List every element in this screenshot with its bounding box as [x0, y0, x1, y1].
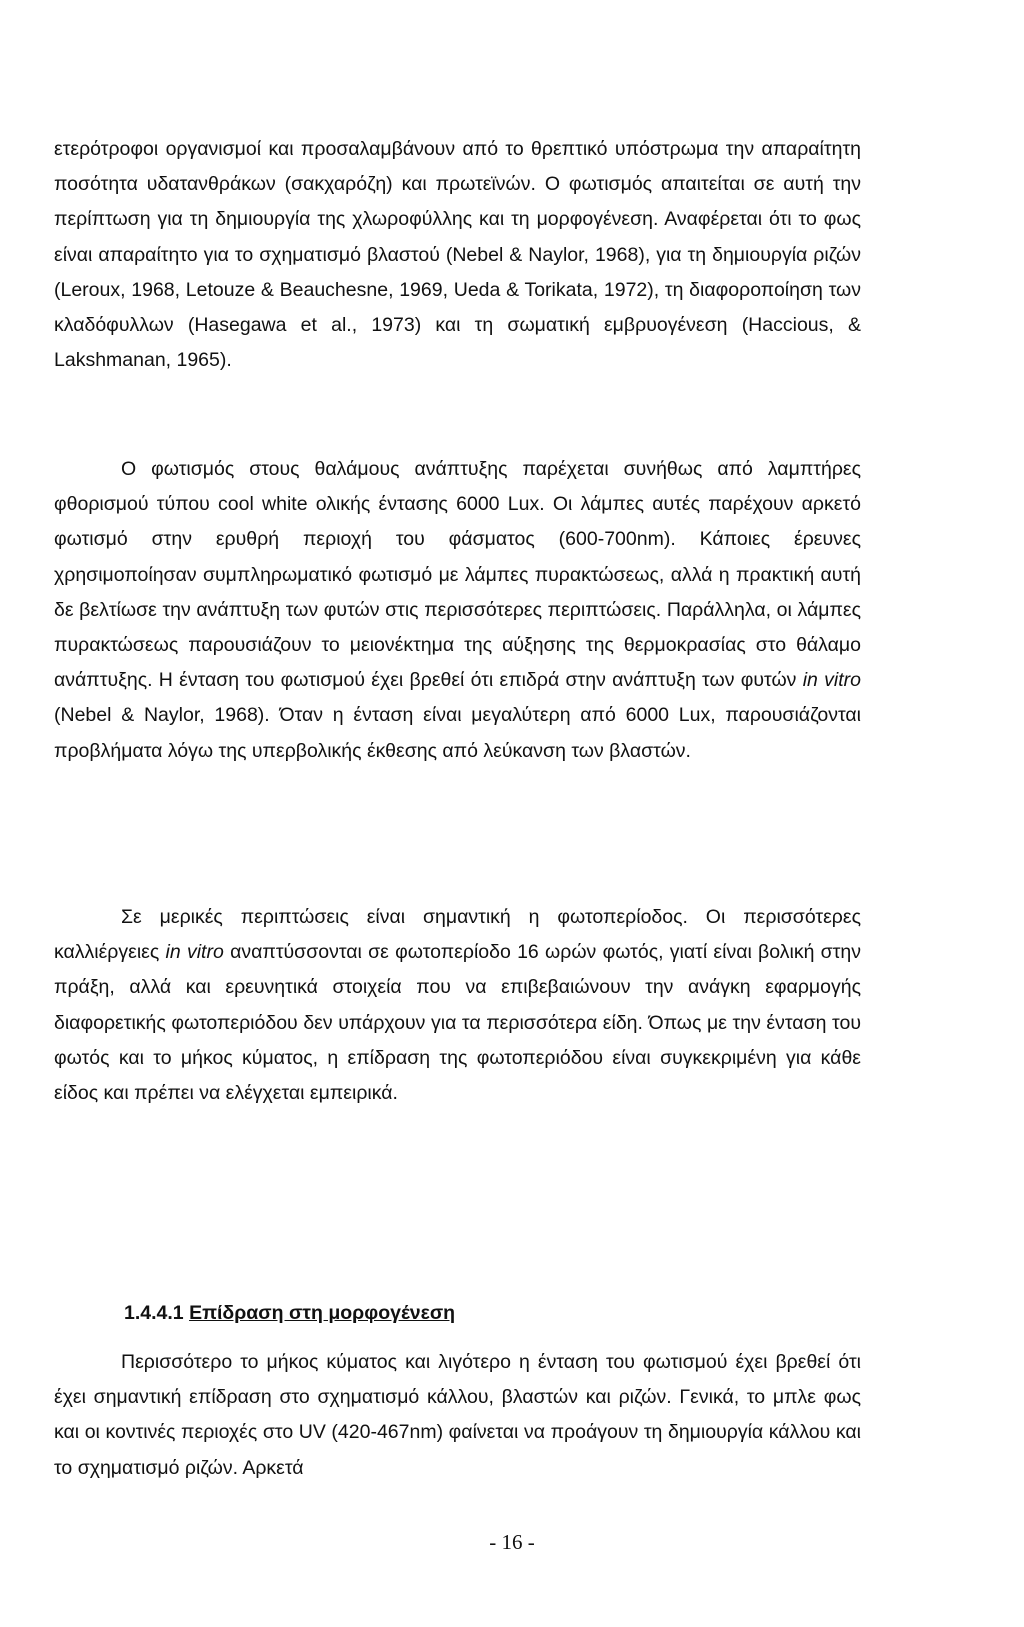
- page-number: - 16 -: [489, 1530, 535, 1554]
- section-title: Επίδραση στη μορφογένεση: [189, 1302, 456, 1324]
- paragraph-text: αναπτύσσονται σε φωτοπερίοδο 16 ωρών φωτός, γιατί είναι βολική στην πράξη, αλλά και ερευνητικά στοιχεία που να επιβεβαιώνουν την ανάγκη εφαρμογής διαφορετικής φωτοπεριόδου δεν υπάρχουν για τα περισσότερα είδη. Όπως με την ένταση του φωτός και το μήκος κύματος, η επίδραση της φωτοπεριόδου είναι συγκεκριμένη για κάθε είδος και πρέπει να ελέγχεται εμπειρικά.: [54, 941, 862, 1105]
- italic-term: in vitro: [165, 941, 224, 964]
- section-number: 1.4.4.1: [124, 1302, 184, 1324]
- paragraph-light-requirements: [54, 132, 861, 378]
- paragraph-wavelength: [54, 1345, 861, 1486]
- paragraph-text: Ο φωτισμός στους θαλάμους ανάπτυξης παρέχεται συνήθως από λαμπτήρες φθορισμού τύπου cool white ολικής έντασης 6000 Lux. Οι λάμπες αυτές παρέχουν αρκετό φωτισμό στην ερυθρή περιοχή του φάσματος (600-700nm). Κάποιες έρευνες χρησιμοποίησαν συμπληρωματικό φωτισμό με λάμπες πυρακτώσεως, αλλά η πρακτική αυτή δε βελτίωσε την ανάπτυξη των φυτών στις περισσότερες περιπτώσεις. Παράλληλα, οι λάμπες πυρακτώσεως παρουσιάζουν το μειονέκτημα της αύξησης της θερμοκρασίας στο θάλαμο ανάπτυξης. Η ένταση του φωτισμού έχει βρεθεί ότι επιδρά στην ανάπτυξη των φυτών: [54, 458, 861, 692]
- paragraph-lighting-chambers: [54, 452, 861, 769]
- paragraph-text: Περισσότερο το μήκος κύματος και λιγότερο η ένταση του φωτισμού έχει βρεθεί ότι έχει σημαντική επίδραση στο σχηματισμό κάλλου, βλαστών και ριζών. Γενικά, το μπλε φως και οι κοντινές περιοχές στο UV (420-467nm) φαίνεται να προάγουν τη δημιουργία κάλλου και το σχηματισμό ριζών. Αρκετά: [54, 1351, 861, 1479]
- paragraph-text: ετερότροφοι οργανισμοί και προσαλαμβάνουν από το θρεπτικό υπόστρωμα την απαραίτητη ποσότητα υδατανθράκων (σακχαρόζη) και πρωτεϊνών. Ο φωτισμός απαιτείται σε αυτή την περίπτωση για τη δημιουργία της χλωροφύλλης και τη μορφογένεση. Αναφέρεται ότι το φως είναι απαραίτητο για το σχηματισμό βλαστού (Nebel & Naylor, 1968), για τη δημιουργία ριζών (Leroux, 1968, Letouze & Beauchesne, 1969, Ueda & Torikata, 1972), τη διαφοροποίηση των κλαδόφυλλων (Hasegawa et al., 1973) και τη σωματική εμβρυογένεση (Haccious, & Lakshmanan, 1965).: [54, 138, 861, 372]
- italic-term: in vitro: [802, 669, 861, 692]
- paragraph-text: Σε μερικές περιπτώσεις είναι σημαντική η φωτοπερίοδος. Οι περισσότερες καλλιέργειες: [54, 906, 861, 964]
- section-heading: [124, 1298, 455, 1328]
- paragraph-text: (Nebel & Naylor, 1968). Όταν η ένταση είναι μεγαλύτερη από 6000 Lux, παρουσιάζονται προβλήματα λόγω της υπερβολικής έκθεσης από λεύκανση των βλαστών.: [54, 704, 861, 762]
- paragraph-photoperiod: [54, 900, 861, 1111]
